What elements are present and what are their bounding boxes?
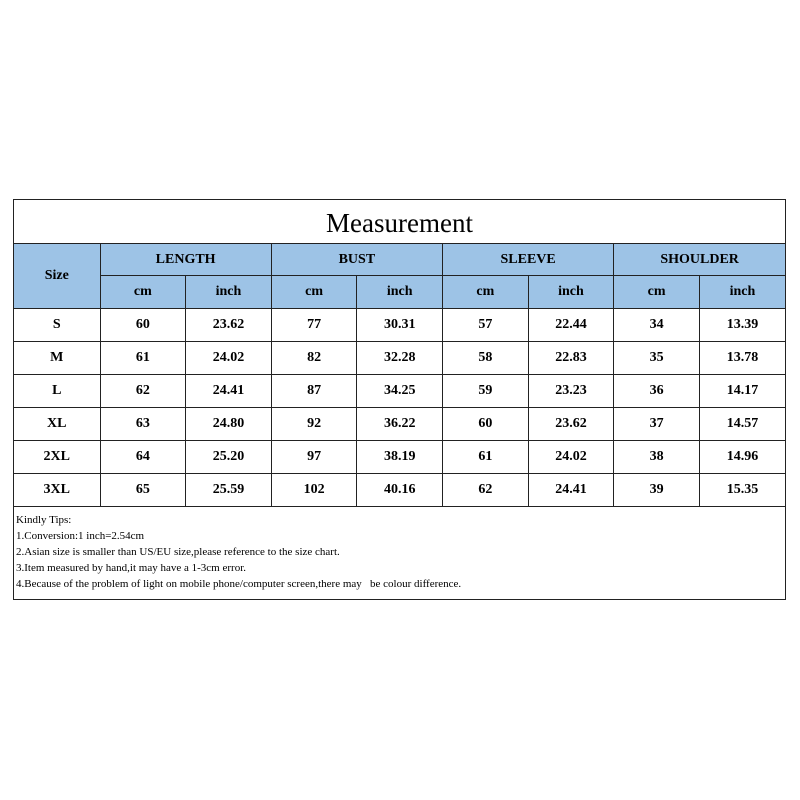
table-cell: 61: [443, 441, 529, 474]
table-cell: 35: [614, 342, 700, 375]
table-cell: 87: [271, 375, 357, 408]
table-row: [14, 474, 785, 507]
table-cell: 36: [614, 375, 700, 408]
table-cell: 14.57: [699, 408, 785, 441]
size-label: 3XL: [14, 474, 100, 507]
table-cell: 34.25: [357, 375, 443, 408]
table-cell: 61: [100, 342, 186, 375]
size-chart: [13, 199, 786, 600]
table-cell: 62: [443, 474, 529, 507]
size-label: M: [14, 342, 100, 375]
tip-item: 2.Asian size is smaller than US/EU size,please reference to the size chart.: [16, 546, 340, 558]
table-cell: 30.31: [357, 309, 443, 342]
table-cell: 36.22: [357, 408, 443, 441]
table-cell: 22.44: [528, 309, 614, 342]
table-cell: 60: [443, 408, 529, 441]
table-cell: 58: [443, 342, 529, 375]
table-cell: 63: [100, 408, 186, 441]
tips-heading: Kindly Tips:: [16, 514, 72, 526]
group-header-length: LENGTH: [100, 244, 271, 276]
table-cell: 13.39: [699, 309, 785, 342]
table-cell: 14.17: [699, 375, 785, 408]
unit-header: cm: [443, 276, 529, 309]
table-cell: 24.02: [528, 441, 614, 474]
table-cell: 60: [100, 309, 186, 342]
table-cell: 65: [100, 474, 186, 507]
table-cell: 38: [614, 441, 700, 474]
table-cell: 15.35: [699, 474, 785, 507]
table-cell: 92: [271, 408, 357, 441]
group-header-row: [14, 244, 785, 276]
table-cell: 64: [100, 441, 186, 474]
table-cell: 32.28: [357, 342, 443, 375]
table-cell: 102: [271, 474, 357, 507]
unit-header: cm: [100, 276, 186, 309]
unit-header: cm: [271, 276, 357, 309]
size-header: Size: [14, 244, 100, 309]
unit-header: inch: [699, 276, 785, 309]
table-cell: 22.83: [528, 342, 614, 375]
tip-item: 3.Item measured by hand,it may have a 1-3cm error.: [16, 562, 247, 574]
unit-header: inch: [357, 276, 443, 309]
table-cell: 40.16: [357, 474, 443, 507]
chart-title: Measurement: [326, 208, 473, 238]
size-label: L: [14, 375, 100, 408]
table-cell: 37: [614, 408, 700, 441]
size-label: XL: [14, 408, 100, 441]
table-row: [14, 375, 785, 408]
unit-header: inch: [528, 276, 614, 309]
table-cell: 77: [271, 309, 357, 342]
unit-header-row: [14, 276, 785, 309]
table-cell: 24.80: [186, 408, 272, 441]
tip-item: 1.Conversion:1 inch=2.54cm: [16, 530, 145, 542]
table-cell: 24.41: [528, 474, 614, 507]
table-row: [14, 441, 785, 474]
table-cell: 82: [271, 342, 357, 375]
size-table: [14, 243, 785, 507]
tip-item: 4.Because of the problem of light on mobile phone/computer screen,there may be colour difference.: [16, 578, 462, 590]
table-row: [14, 309, 785, 342]
table-cell: 62: [100, 375, 186, 408]
table-cell: 34: [614, 309, 700, 342]
table-cell: 39: [614, 474, 700, 507]
group-header-bust: BUST: [271, 244, 442, 276]
kindly-tips: [14, 507, 785, 592]
table-cell: 59: [443, 375, 529, 408]
table-row: [14, 342, 785, 375]
table-cell: 25.20: [186, 441, 272, 474]
table-cell: 23.23: [528, 375, 614, 408]
table-cell: 14.96: [699, 441, 785, 474]
table-row: [14, 408, 785, 441]
table-cell: 97: [271, 441, 357, 474]
table-cell: 13.78: [699, 342, 785, 375]
size-label: 2XL: [14, 441, 100, 474]
group-header-shoulder: SHOULDER: [614, 244, 785, 276]
table-cell: 24.02: [186, 342, 272, 375]
table-cell: 38.19: [357, 441, 443, 474]
table-cell: 25.59: [186, 474, 272, 507]
size-label: S: [14, 309, 100, 342]
table-cell: 24.41: [186, 375, 272, 408]
unit-header: inch: [186, 276, 272, 309]
unit-header: cm: [614, 276, 700, 309]
table-cell: 23.62: [186, 309, 272, 342]
table-cell: 23.62: [528, 408, 614, 441]
group-header-sleeve: SLEEVE: [443, 244, 614, 276]
table-cell: 57: [443, 309, 529, 342]
